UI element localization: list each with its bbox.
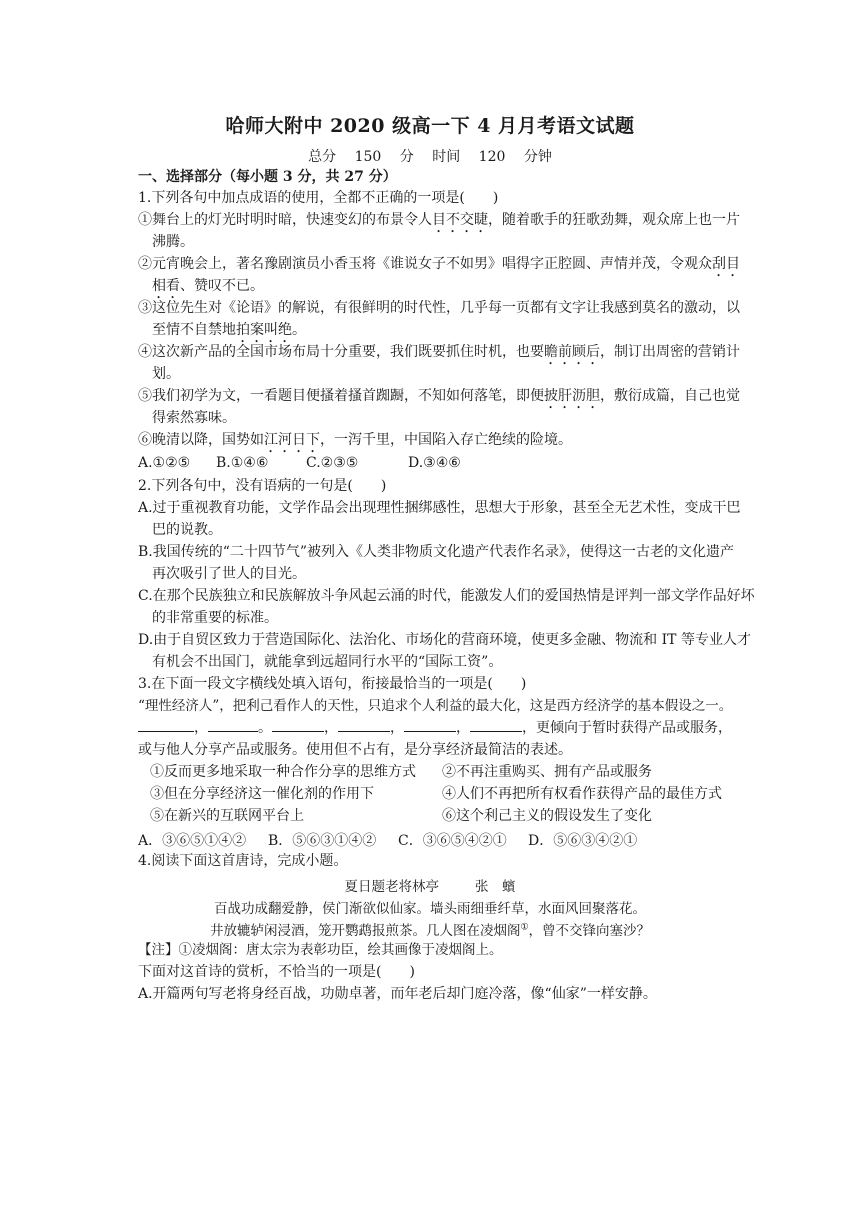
q2-option-b-cont: 再次吸引了世人的目光。 — [152, 566, 306, 582]
q2-option-a: A.过于重视教育功能，文学作品会出现理性捆绑感性，思想大于形象，甚至全无艺术性，变成干巴 — [138, 500, 741, 516]
q3-item-4: ④人们不再把所有权看作获得产品的最佳方式 — [442, 786, 722, 802]
blank-4 — [338, 719, 390, 732]
q1-sentence-1: ①舞台上的灯光时明时暗，快速变幻的布景令人目不交睫，随着歌手的狂歌劲舞，观众席上也一片 — [138, 212, 740, 228]
question-4-stem: 4.阅读下面这首唐诗，完成小题。 — [138, 853, 348, 869]
q1-idiom-4: 瞻前顾后 — [544, 344, 600, 360]
q1-idiom-3: 拍案叫绝 — [236, 322, 292, 338]
q1-sentence-3-cont: 至情不自禁地拍案叫绝。 — [152, 322, 306, 338]
q3-item-3: ③但在分享经济这一催化剂的作用下 — [150, 786, 374, 802]
poem-heading — [0, 875, 860, 895]
poem-author: 张 蠙 — [475, 879, 516, 895]
q2-option-b: B.我国传统的“二十四节气”被列入《人类非物质文化遗产代表作名录》，使得这一古老的文化遗产 — [138, 544, 735, 560]
q1-sentence-2-cont: 相看、赞叹不已。 — [152, 278, 264, 294]
q1-sentence-5: ⑤我们初学为文，一看题目便搔着搔首踟蹰，不知如何落笔，即便披肝沥胆，敷衍成篇，自己也觉 — [138, 388, 740, 404]
poem-line-2: 井放辘轳闲浸酒，笼开鹦鹉报煎茶。几人图在凌烟阁①，曾不交锋向塞沙？ — [209, 922, 651, 939]
q3-option-a: A．③⑥⑤①④② — [138, 833, 247, 849]
blank-5 — [404, 719, 456, 732]
q3-option-c: C．③⑥⑤④②① — [398, 833, 507, 849]
q1-option-c: C.②③⑤ — [306, 455, 359, 471]
q1-sentence-1-cont: 沸腾。 — [152, 234, 194, 250]
q1-sentence-5-cont: 得索然寡味。 — [152, 410, 236, 426]
q3-item-2: ②不再注重购买、拥有产品或服务 — [442, 764, 652, 780]
poem-title: 夏日题老将林亭 — [344, 879, 439, 895]
poem-note: 【注】①凌烟阁：唐太宗为表彰功臣，绘其画像于凌烟阁上。 — [138, 942, 503, 958]
q1-option-d: D.③④⑥ — [408, 455, 461, 471]
question-3-stem: 3.在下面一段文字横线处填入语句，衔接最恰当的一项是( ) — [138, 676, 527, 692]
exam-subtitle: 总分 150 分 时间 120 分钟 — [308, 149, 552, 165]
q3-option-d: D．⑤⑥③④②① — [528, 833, 638, 849]
blank-3 — [272, 719, 324, 732]
blank-2 — [208, 719, 258, 732]
q1-idiom-5: 披肝沥胆 — [544, 388, 600, 404]
q3-passage-blanks: ， 。 ， ， ， ，更倾向于暂时获得产品或服务， — [138, 719, 732, 737]
q2-option-d: D.由于自贸区致力于营造国际化、法治化、市场化的营商环境，使更多金融、物流和 IT 等专业人才 — [138, 632, 751, 648]
q1-sentence-3: ③这位先生对《论语》的解说，有很鲜明的时代性，几乎每一页都有文字让我感到莫名的激动，以 — [138, 300, 740, 316]
footnote-marker: ① — [520, 922, 529, 933]
q1-sentence-4-cont: 划。 — [152, 366, 180, 382]
q2-option-d-cont: 有机会不出国门，就能拿到远超同行水平的“国际工资”。 — [152, 654, 503, 670]
q1-idiom-6: 江河日下 — [264, 432, 320, 448]
q1-idiom-2: 刮目 — [712, 256, 740, 272]
question-1-stem: 1.下列各句中加点成语的使用，全都不正确的一项是( ) — [138, 190, 499, 206]
exam-title: 哈师大附中 2020 级高一下 4 月月考语文试题 — [225, 115, 635, 137]
q1-sentence-2: ②元宵晚会上，著名豫剧演员小香玉将《谁说女子不如男》唱得字正腔圆、声情并茂，令观众刮目 — [138, 256, 740, 272]
q1-option-b: B.①④⑥ — [216, 455, 269, 471]
q3-item-1: ①反而更多地采取一种合作分享的思维方式 — [150, 764, 416, 780]
blank-6 — [470, 719, 522, 732]
q3-passage-3: 或与他人分享产品或服务。使用但不占有，是分享经济最简洁的表述。 — [138, 742, 572, 758]
blank-1 — [138, 719, 194, 732]
q3-option-b: B．⑤⑥③①④② — [268, 833, 377, 849]
q2-option-a-cont: 巴的说教。 — [152, 522, 222, 538]
q4-sub-stem: 下面对这首诗的赏析，不恰当的一项是( ) — [138, 964, 415, 980]
q1-idiom-1: 目不交睫 — [432, 212, 488, 228]
q1-sentence-4: ④这次新产品的全国市场布局十分重要，我们既要抓住时机，也要瞻前顾后，制订出周密的营销计 — [138, 344, 740, 360]
q3-item-5: ⑤在新兴的互联网平台上 — [150, 808, 304, 824]
q2-option-c-cont: 的非常重要的标准。 — [152, 610, 278, 626]
q3-item-6: ⑥这个利己主义的假设发生了变化 — [442, 808, 652, 824]
section-heading: 一、选择部分（每小题 3 分，共 27 分） — [138, 169, 397, 185]
poem-line-1: 百战功成翻爱静，侯门渐欲似仙家。墙头雨细垂纤草，水面风回聚落花。 — [214, 901, 646, 917]
q1-sentence-6: ⑥晚清以降，国势如江河日下，一泻千里，中国陷入存亡绝续的险境。 — [138, 432, 572, 448]
question-2-stem: 2.下列各句中，没有语病的一句是( ) — [138, 478, 387, 494]
q1-option-a: A.①②⑤ — [138, 455, 191, 471]
q4-option-a: A.开篇两句写老将身经百战，功勋卓著，而年老后却门庭冷落，像“仙家”一样安静。 — [138, 986, 657, 1002]
q2-option-c: C.在那个民族独立和民族解放斗争风起云涌的时代，能激发人们的爱国热情是评判一部文学作品好坏 — [138, 588, 755, 604]
q3-passage-1: “理性经济人”，把利己看作人的天性，只追求个人利益的最大化，这是西方经济学的基本假设之一。 — [138, 698, 733, 714]
